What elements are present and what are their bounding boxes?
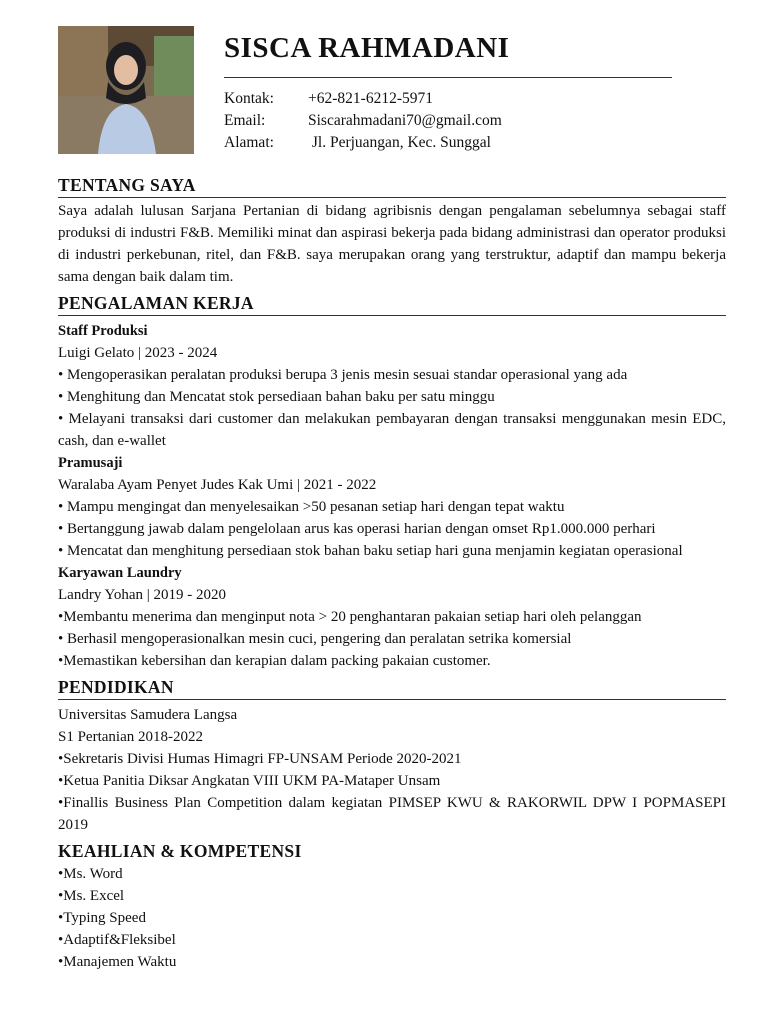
candidate-name: SISCA RAHMADANI [224,32,510,64]
job-point: • Bertanggung jawab dalam pengelolaan arus kas operasi harian dengan omset Rp1.000.000 perhari [58,521,656,537]
section-title: KEAHLIAN & KOMPETENSI [58,841,302,861]
profile-photo [58,26,194,154]
contact-address [224,132,502,154]
job-point: • Melayani transaksi dari customer dan melakukan pembayaran dengan transaksi menggunakan mesin EDC, cash, dan e-wallet [58,411,726,449]
skill-item: •Manajemen Waktu [58,954,177,970]
section-about [58,174,726,288]
section-title: PENDIDIKAN [58,676,726,700]
job-point: •Membantu menerima dan menginput nota > 20 penghantaran pakaian setiap hari oleh pelanggan [58,609,642,625]
contact-label: Kontak: [224,90,274,107]
section-education [58,676,726,836]
job-org: Waralaba Ayam Penyet Judes Kak Umi | 2021 - 2022 [58,477,377,493]
skill-item: •Ms. Excel [58,888,125,904]
resume-body [58,174,726,977]
name-divider [224,77,672,78]
skill-item: •Ms. Word [58,866,123,882]
job-role: Karyawan Laundry [58,565,182,581]
job-point: • Berhasil mengoperasionalkan mesin cuci, pengering dan peralatan setrika komersial [58,631,572,647]
job-point: • Mampu mengingat dan menyelesaikan >50 pesanan setiap hari dengan tepat waktu [58,499,565,515]
section-skills [58,840,726,973]
contact-block [224,88,502,154]
contact-phone [224,88,502,110]
contact-email [224,110,502,132]
contact-value: Siscarahmadani70@gmail.com [308,112,502,129]
education-line: •Sekretaris Divisi Humas Himagri FP-UNSAM Periode 2020-2021 [58,751,462,767]
job-role: Staff Produksi [58,323,148,339]
job-point: • Menghitung dan Mencatat stok persediaan bahan baku per satu minggu [58,389,495,405]
contact-label: Alamat: [224,134,274,151]
job-org: Landry Yohan | 2019 - 2020 [58,587,226,603]
education-line: Universitas Samudera Langsa [58,707,238,723]
contact-value: Jl. Perjuangan, Kec. Sunggal [308,134,491,151]
job-point: • Mengoperasikan peralatan produksi berupa 3 jenis mesin sesuai standar operasional yang ada [58,367,628,383]
skill-item: •Adaptif&Fleksibel [58,932,176,948]
education-line: •Finallis Business Plan Competition dalam kegiatan PIMSEP KWU & RAKORWIL DPW I POPMASEPI 2019 [58,795,726,833]
section-title: PENGALAMAN KERJA [58,292,726,316]
about-text: Saya adalah lulusan Sarjana Pertanian di bidang agribisnis dengan pengalaman sebelumnya sebagai staff produksi di industri F&B. Memiliki minat dan aspirasi bekerja pada bidang administrasi dan operator produksi di industri perkebunan, ritel, dan F&B. saya merupakan orang yang terstruktur, adaptif dan mampu bekerja sama dengan baik dalam tim. [58,203,726,285]
section-title: TENTANG SAYA [58,174,726,198]
education-line: •Ketua Panitia Diksar Angkatan VIII UKM PA-Mataper Unsam [58,773,441,789]
job-point: • Mencatat dan menghitung persediaan stok bahan baku setiap hari guna menjamin kegiatan operasional [58,543,683,559]
contact-value: +62-821-6212-5971 [308,90,433,107]
contact-label: Email: [224,112,266,129]
education-line: S1 Pertanian 2018-2022 [58,729,203,745]
section-experience [58,292,726,672]
job-role: Pramusaji [58,455,123,471]
job-org: Luigi Gelato | 2023 - 2024 [58,345,218,361]
skill-item: •Typing Speed [58,910,146,926]
job-point: •Memastikan kebersihan dan kerapian dalam packing pakaian customer. [58,653,491,669]
